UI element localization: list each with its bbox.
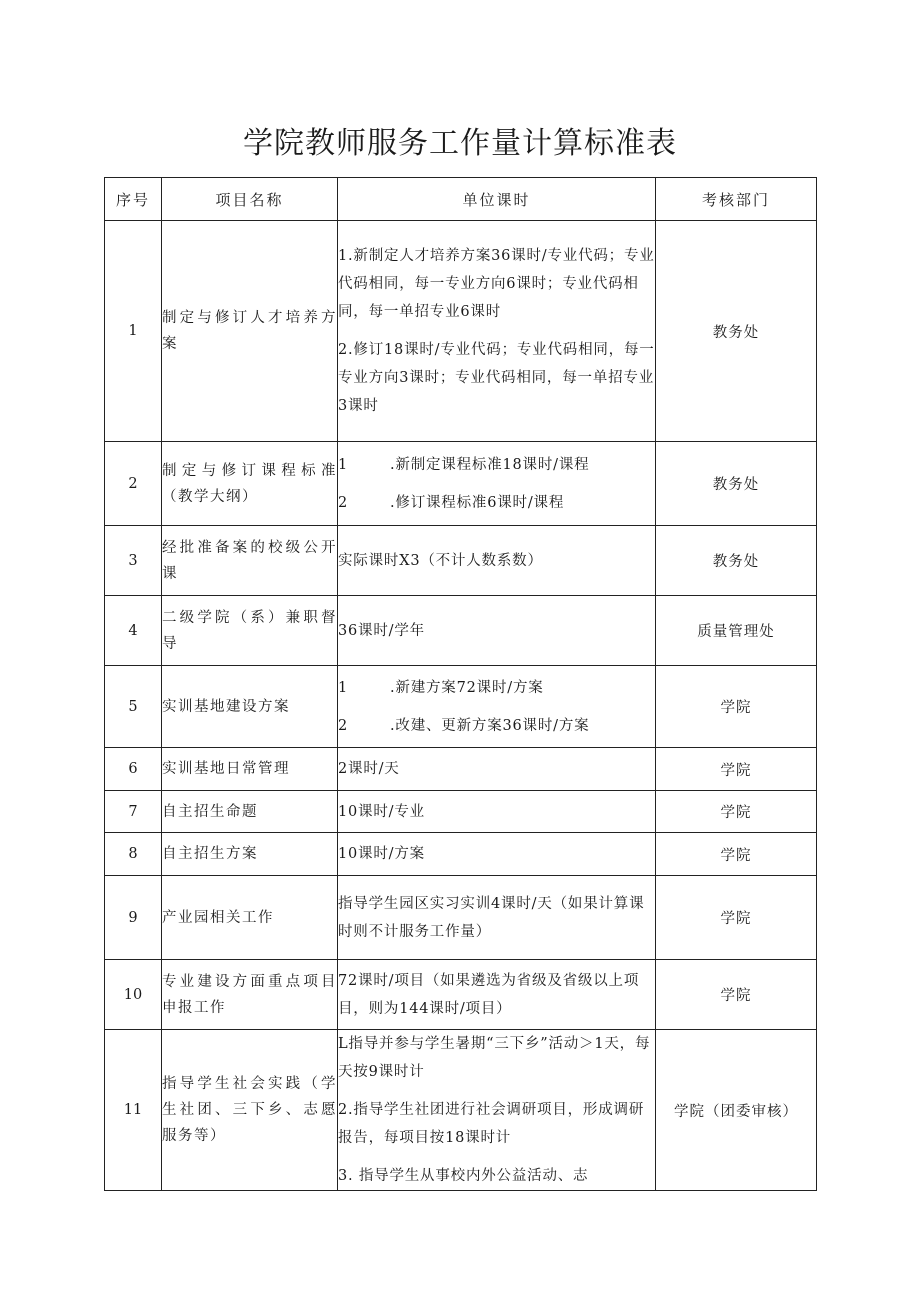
row-name: 实训基地建设方案: [162, 666, 338, 748]
row-name: 制定与修订课程标准（教学大纲）: [162, 442, 338, 526]
row-hours: [338, 666, 656, 748]
row-dept: 学院: [656, 960, 817, 1030]
row-dept: 学院（团委审核）: [656, 1030, 817, 1191]
row-no: 2: [105, 442, 162, 526]
row-name: 产业园相关工作: [162, 876, 338, 960]
item-number: 2: [338, 717, 349, 734]
row-name: 指导学生社会实践（学生社团、三下乡、志愿服务等）: [162, 1030, 338, 1191]
table-row: [105, 442, 817, 526]
item-text: .改建、更新方案36课时/方案: [390, 717, 590, 734]
header-dept: 考核部门: [656, 178, 817, 221]
row-no: 11: [105, 1030, 162, 1191]
row-hours: 10课时/方案: [338, 833, 656, 876]
hours-item: 2.修订18课时/专业代码；专业代码相同，每一专业方向3课时；专业代码相同，每一单招专业3课时: [338, 342, 655, 414]
header-row: [105, 178, 817, 221]
row-no: 10: [105, 960, 162, 1030]
hours-item: 3. 指导学生从事校内外公益活动、志: [338, 1168, 589, 1184]
row-no: 6: [105, 748, 162, 791]
hours-item: L指导并参与学生暑期“三下乡”活动＞1天，每天按9课时计: [338, 1036, 651, 1080]
table-row: [105, 1030, 817, 1191]
item-text: .新建方案72课时/方案: [390, 679, 544, 696]
table-row: [105, 221, 817, 442]
table-row: [105, 876, 817, 960]
hours-item: 2.指导学生社团进行社会调研项目，形成调研报告，每项目按18课时计: [338, 1102, 645, 1146]
table-row: [105, 596, 817, 666]
row-dept: 学院: [656, 791, 817, 833]
header-hours: 单位课时: [338, 178, 656, 221]
row-no: 4: [105, 596, 162, 666]
row-no: 5: [105, 666, 162, 748]
header-name: 项目名称: [162, 178, 338, 221]
row-dept: 质量管理处: [656, 596, 817, 666]
row-no: 9: [105, 876, 162, 960]
item-text: .新制定课程标准18课时/课程: [390, 456, 590, 473]
item-number: 1: [338, 679, 349, 696]
header-no: 序号: [105, 178, 162, 221]
row-hours: 实际课时X3（不计人数系数）: [338, 526, 656, 596]
row-hours: 72课时/项目（如果遴选为省级及省级以上项目，则为144课时/项目）: [338, 960, 656, 1030]
hours-item: [338, 674, 655, 702]
item-text: .修订课程标准6课时/课程: [390, 494, 565, 511]
hours-item: [338, 451, 655, 479]
row-no: 1: [105, 221, 162, 442]
row-hours: 10课时/专业: [338, 791, 656, 833]
row-dept: 学院: [656, 666, 817, 748]
row-name: 自主招生命题: [162, 791, 338, 833]
row-hours: 指导学生园区实习实训4课时/天（如果计算课时则不计服务工作量）: [338, 876, 656, 960]
row-name: 经批准备案的校级公开课: [162, 526, 338, 596]
row-name: 二级学院（系）兼职督导: [162, 596, 338, 666]
table-row: [105, 791, 817, 833]
row-dept: 教务处: [656, 526, 817, 596]
row-name: 实训基地日常管理: [162, 748, 338, 791]
row-hours: [338, 221, 656, 442]
hours-item: 1.新制定人才培养方案36课时/专业代码；专业代码相同，每一专业方向6课时；专业代码相同，每一单招专业6课时: [338, 248, 655, 320]
item-number: 2: [338, 494, 349, 511]
row-no: 8: [105, 833, 162, 876]
row-dept: 学院: [656, 876, 817, 960]
workload-standard-table: [104, 177, 817, 1191]
row-hours: [338, 442, 656, 526]
table-row: [105, 833, 817, 876]
table-row: [105, 748, 817, 791]
hours-item: [338, 489, 655, 517]
hours-item: [338, 712, 655, 740]
row-name: 专业建设方面重点项目申报工作: [162, 960, 338, 1030]
item-number: 1: [338, 456, 349, 473]
row-hours: 2课时/天: [338, 748, 656, 791]
table-row: [105, 960, 817, 1030]
table-row: [105, 666, 817, 748]
row-dept: 学院: [656, 748, 817, 791]
row-no: 7: [105, 791, 162, 833]
row-dept: 教务处: [656, 221, 817, 442]
row-dept: 教务处: [656, 442, 817, 526]
table-row: [105, 526, 817, 596]
row-dept: 学院: [656, 833, 817, 876]
page-title: 学院教师服务工作量计算标准表: [243, 126, 677, 161]
row-no: 3: [105, 526, 162, 596]
row-name: 制定与修订人才培养方案: [162, 221, 338, 442]
row-hours: 36课时/学年: [338, 596, 656, 666]
row-hours: [338, 1030, 656, 1191]
row-name: 自主招生方案: [162, 833, 338, 876]
